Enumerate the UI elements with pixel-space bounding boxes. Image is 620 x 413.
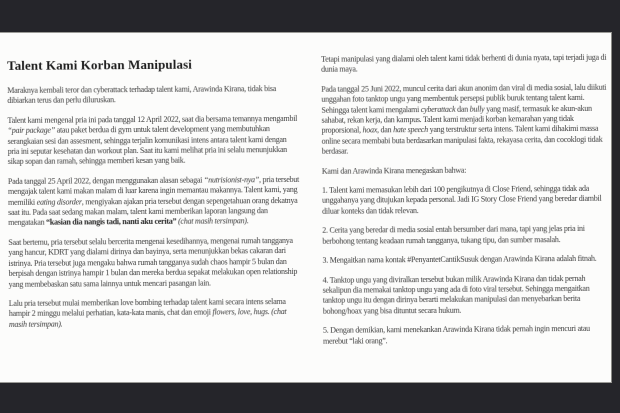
text-run: bully xyxy=(469,104,485,114)
text-run: (chat masih tersimpan). xyxy=(178,216,249,227)
paper-content xyxy=(0,29,612,358)
paragraph xyxy=(323,273,609,317)
text-run: dan xyxy=(455,104,470,114)
paragraph xyxy=(321,53,607,76)
left-column xyxy=(7,53,301,358)
text-run: 3. Mengaitkan nama kontak #PenyantetCantikSusuk dengan Arawinda Kirana adalah fitnah. xyxy=(322,253,597,265)
paragraph xyxy=(322,184,608,217)
paragraph xyxy=(8,175,300,229)
text-run: “kasian dia nangis tadi, nanti aku cerita” xyxy=(46,217,177,228)
top-letterbox xyxy=(0,0,620,32)
document-title: Talent Kami Korban Manipulasi xyxy=(7,56,192,73)
text-run: 1. Talent kami memasukan lebih dari 100 pengikutnya di Close Friend, sehingga tidak ada unggahanya yang ditujukan kepada personal. Jadi IG Story Close Friend yang beredar diambil diluar konteks dan tidak relevan. xyxy=(321,183,602,216)
paragraph xyxy=(7,84,299,107)
text-run: yang masif, termasuk ke akun-akun sahabat, rekan kerja, dan kampus. Talent kami menjadi korban kemarahan yang tidak proporsional, xyxy=(321,103,592,136)
text-run: 4. Tanktop ungu yang diviralkan tersebut bukan milik Arawinda Kirana dan tidak pernah sekalipun dia memakai tanktop ungu yang ada di foto viral tersebut. Sehingga mengaitkan tanktop ungu itu dengan dirinya berarti melakukan manipulasi dan menyebarkan berita bohong/hoax yang bisa dituntut secara hukum. xyxy=(322,273,590,316)
text-run: 5. Dengan demikian, kami menekankan Arawinda Kirana tidak pernah ingin mencuri atau merebut “laki orang”. xyxy=(322,324,590,346)
paragraph xyxy=(9,297,301,330)
paragraph xyxy=(322,254,608,266)
text-run: , pria tersebut mengajak talent kami makan malam di luar karena ingin memantau makannya. Talent kami, yang memiliki xyxy=(7,174,300,207)
text-run: atau paket berdua di gym untuk talent development yang membutuhkan serangkaian sesi dan assesment, sehingga terjalin komunikasi intens antara talent kami dengan pria ini seputar kesehatan dan workout plan. Saat itu kami melihat pria ini selalu menunjukkan sikap sopan dan ramah, sehingga memberi kesan yang baik. xyxy=(7,124,288,167)
paragraph xyxy=(8,236,300,290)
text-run: hate speech xyxy=(393,125,428,135)
text-run: flowers, love, hugs. xyxy=(212,307,270,317)
bottom-letterbox xyxy=(0,383,620,413)
right-column xyxy=(321,53,609,356)
text-run: Saat bertemu, pria tersebut selalu bercerita mengenai kesedihannya, mengenai rumah tangganya yang hancur, KDRT yang dialami dirinya dan bayinya, serta menunjukkan bekas cakaran dari istrinya. Pria tersebut juga mengaku bahwa rumah tangganya sudah chaos hampir 5 bulan dan berpisah dengan istrinya hampir 1 bulan dan mereka berdua sepakat melakukan open relationship yang membebaskan satu sama lainnya untuk mencari pasangan lain. xyxy=(8,235,298,289)
text-run: Pada tanggal 25 April 2022, dengan menggunakan alasan sebagai xyxy=(7,175,204,186)
text-run: Kami dan Arawinda Kirana menegaskan bahwa: xyxy=(321,165,467,176)
text-run: hoax xyxy=(362,125,378,135)
text-run: “pair package” xyxy=(7,125,55,136)
text-run: 2. Cerita yang beredar di media sosial entah bersumber dari mana, tapi yang jelas pria ini berbohong tentang keadaan rumah tangganya, tukang tipu, dan sumber masalah. xyxy=(322,224,585,246)
text-run: , mengiyakan ajakan pria tersebut dengan sepengetahuan orang dekatnya saat itu. Pada saat sedang makan malam, talent kami memberikan laporan langsung dan mengatakan xyxy=(8,195,298,228)
text-run: Lalu pria tersebut mulai memberikan love bombing terhadap talent kami secara intens selama hampir 2 minggu melalui perhatian, kata-kata manis, chat dan emoji xyxy=(8,296,286,319)
text-run: Tetapi manipulasi yang dialami oleh talent kami tidak berhenti di dunia nyata, tapi terjadi juga di dunia maya. xyxy=(321,52,607,75)
statement-paper xyxy=(0,32,612,383)
paragraph xyxy=(322,224,608,247)
text-run: Talent kami mengenal pria ini pada tanggal 12 April 2022, saat dia bersama temannya mengambil xyxy=(7,113,298,125)
left-paragraphs xyxy=(7,84,301,330)
paragraph xyxy=(321,83,608,158)
right-paragraphs xyxy=(321,53,609,347)
paragraph xyxy=(7,114,299,168)
text-run: Pada tanggal 25 Juni 2022, muncul cerita dari akun anonim dan viral di media sosial, lalu diikuti unggahan foto tanktop ungu yang membentuk persepsi publik buruk tentang talent kami. Sehingga talent kami mengalami xyxy=(321,82,607,115)
text-run: yang terstruktur serta intens. Talent kami dihakimi massa online secara membabi buta berdasarkan manipulasi fakta, rekayasa cerita, dan cocoklogi tidak berdasar. xyxy=(321,124,603,157)
text-run: Maraknya kembali teror dan cyberattack terhadap talent kami, Arawinda Kirana, tidak bisa dibiarkan terus dan perlu diluruskan. xyxy=(7,84,277,106)
paragraph xyxy=(322,164,608,176)
text-run: eating disorder xyxy=(36,197,82,207)
text-run: (chat masih tersimpan). xyxy=(8,307,287,329)
text-run: cyberattack xyxy=(420,104,456,114)
paragraph xyxy=(323,324,609,347)
text-run: , dan xyxy=(377,125,394,135)
text-run: “nutrisionist-nya” xyxy=(203,175,260,185)
